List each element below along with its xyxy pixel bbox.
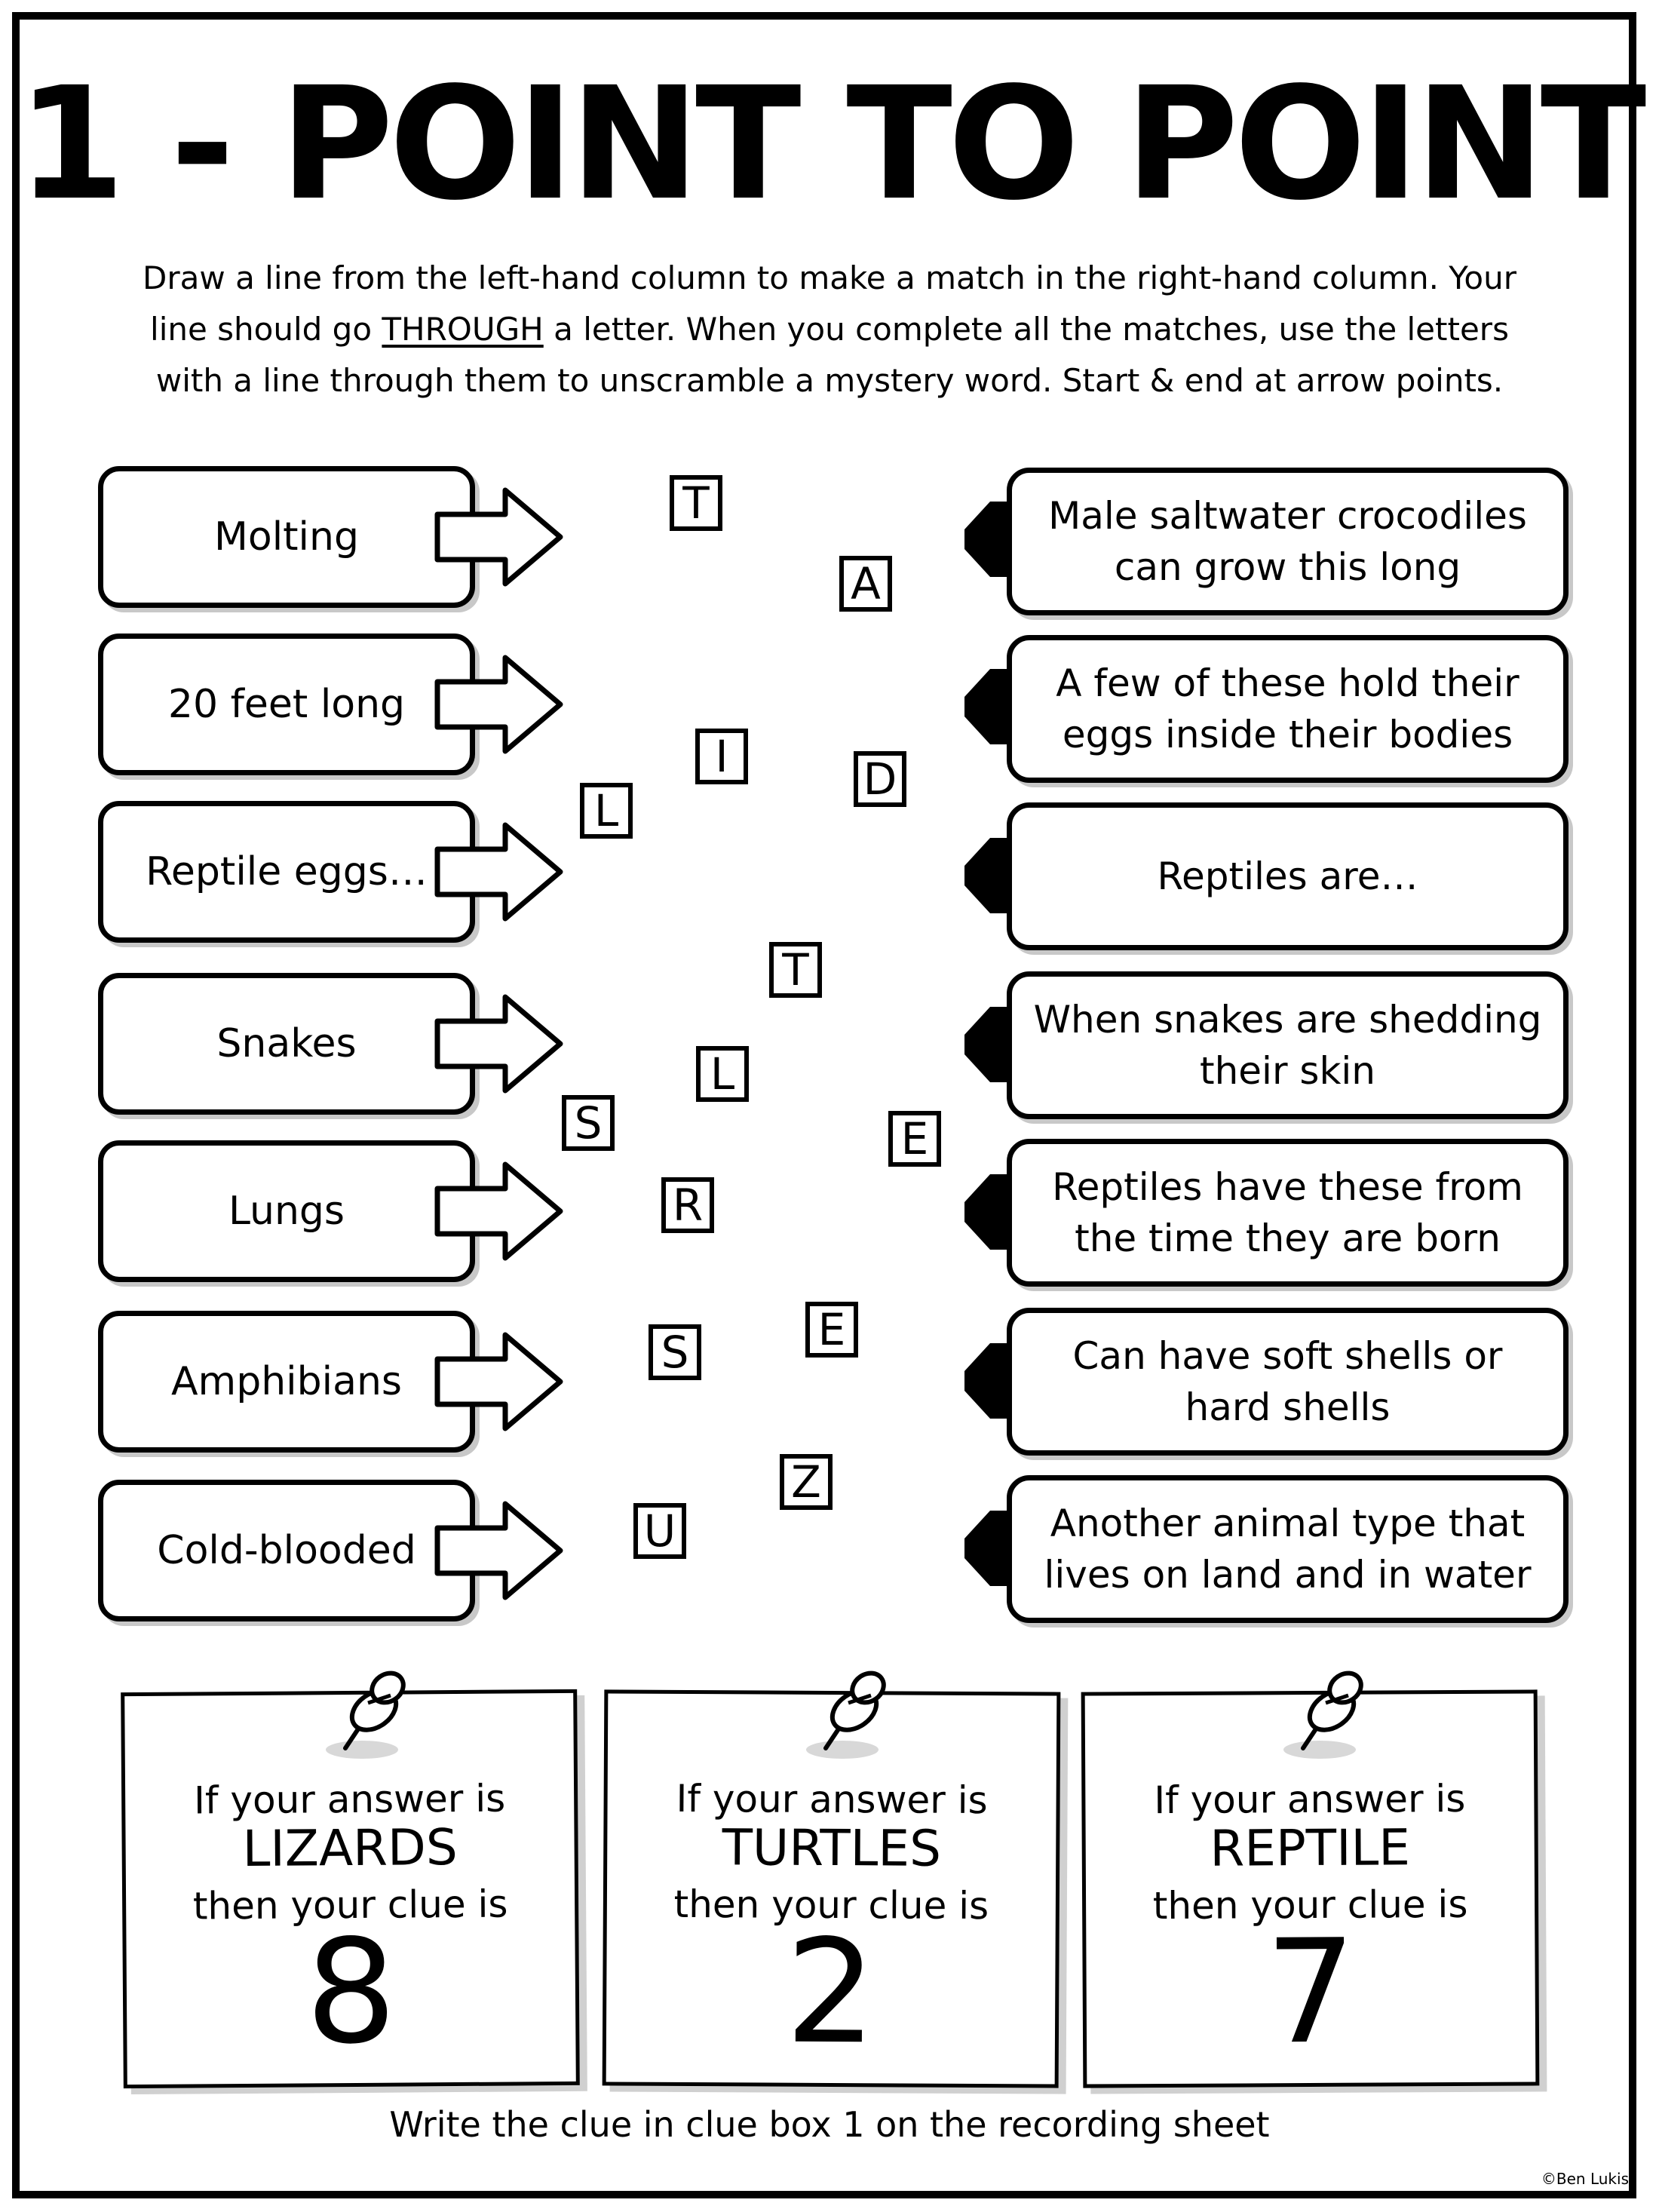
- letter-tile[interactable]: S: [562, 1095, 615, 1151]
- letter-tile[interactable]: S: [649, 1324, 701, 1380]
- arrow-right-icon[interactable]: [434, 991, 566, 1097]
- instructions-line-2: [98, 304, 1561, 355]
- letter-tile[interactable]: U: [633, 1503, 686, 1559]
- note-clue: 8: [305, 1908, 397, 2076]
- right-item-land-and-water[interactable]: Another animal type that lives on land and in water: [1007, 1475, 1569, 1623]
- push-pin-icon: [796, 1665, 901, 1763]
- note-line-1: If your answer is: [193, 1776, 506, 1823]
- letter-tile[interactable]: L: [696, 1046, 749, 1102]
- arrow-right-icon[interactable]: [434, 484, 566, 590]
- left-item-snakes[interactable]: Snakes: [98, 973, 475, 1115]
- letter-tile[interactable]: E: [805, 1302, 858, 1358]
- right-item-from-birth[interactable]: Reptiles have these from the time they are born: [1007, 1139, 1569, 1287]
- letter-tile[interactable]: I: [695, 729, 748, 784]
- page-title: 1 - POINT TO POINT: [17, 54, 1642, 235]
- letter-tile[interactable]: T: [769, 942, 822, 998]
- push-pin-icon: [1273, 1665, 1378, 1763]
- instructions-line-3: with a line through them to unscramble a mystery word. Start & end at arrow points.: [155, 362, 1504, 399]
- letter-tile[interactable]: A: [839, 556, 892, 612]
- left-item-lungs[interactable]: Lungs: [98, 1140, 475, 1282]
- letter-tile[interactable]: T: [670, 475, 722, 531]
- letter-tile[interactable]: D: [854, 751, 906, 807]
- left-item-reptile-eggs[interactable]: Reptile eggs…: [98, 801, 475, 943]
- arrow-right-icon[interactable]: [434, 1158, 566, 1264]
- letter-tile[interactable]: L: [580, 783, 633, 839]
- note-answer: LIZARDS: [242, 1818, 458, 1878]
- note-line-3: then your clue is: [192, 1882, 508, 1928]
- instructions-line-1: Draw a line from the left-hand column to make a match in the right-hand column. Your: [143, 259, 1516, 296]
- right-item-shedding[interactable]: When snakes are shedding their skin: [1007, 971, 1569, 1119]
- footer-instruction: Write the clue in clue box 1 on the recording sheet: [389, 2104, 1270, 2145]
- right-item-reptiles-are[interactable]: Reptiles are…: [1007, 802, 1569, 950]
- arrow-right-icon[interactable]: [434, 1329, 566, 1434]
- letter-tile[interactable]: R: [661, 1177, 714, 1233]
- instructions: [98, 253, 1561, 407]
- note-answer: TURTLES: [722, 1818, 942, 1878]
- right-item-shells[interactable]: Can have soft shells or hard shells: [1007, 1308, 1569, 1456]
- instructions-text: a letter. When you complete all the matches, use the letters: [543, 311, 1509, 348]
- note-clue: 7: [1265, 1908, 1357, 2076]
- right-item-crocodile-length[interactable]: Male saltwater crocodiles can grow this long: [1007, 468, 1569, 615]
- instructions-text: line should go: [150, 311, 382, 348]
- right-item-eggs-inside[interactable]: A few of these hold their eggs inside their bodies: [1007, 635, 1569, 783]
- note-clue: 2: [784, 1908, 877, 2076]
- copyright-credit: ©Ben Lukis: [1541, 2170, 1629, 2188]
- note-line-1: If your answer is: [1154, 1776, 1466, 1823]
- letter-tile[interactable]: E: [888, 1111, 941, 1167]
- note-answer: REPTILE: [1210, 1818, 1411, 1878]
- note-line-3: then your clue is: [673, 1882, 989, 1928]
- note-line-1: If your answer is: [676, 1776, 988, 1823]
- push-pin-icon: [315, 1665, 421, 1763]
- letter-tile[interactable]: Z: [780, 1454, 833, 1510]
- left-item-amphibians[interactable]: Amphibians: [98, 1311, 475, 1453]
- left-item-molting[interactable]: Molting: [98, 466, 475, 608]
- left-item-20-feet-long[interactable]: 20 feet long: [98, 634, 475, 775]
- arrow-right-icon[interactable]: [434, 819, 566, 925]
- note-line-3: then your clue is: [1152, 1882, 1468, 1928]
- arrow-right-icon[interactable]: [434, 1498, 566, 1603]
- instructions-emphasis: THROUGH: [382, 311, 544, 348]
- arrow-right-icon[interactable]: [434, 652, 566, 757]
- left-item-cold-blooded[interactable]: Cold-blooded: [98, 1480, 475, 1621]
